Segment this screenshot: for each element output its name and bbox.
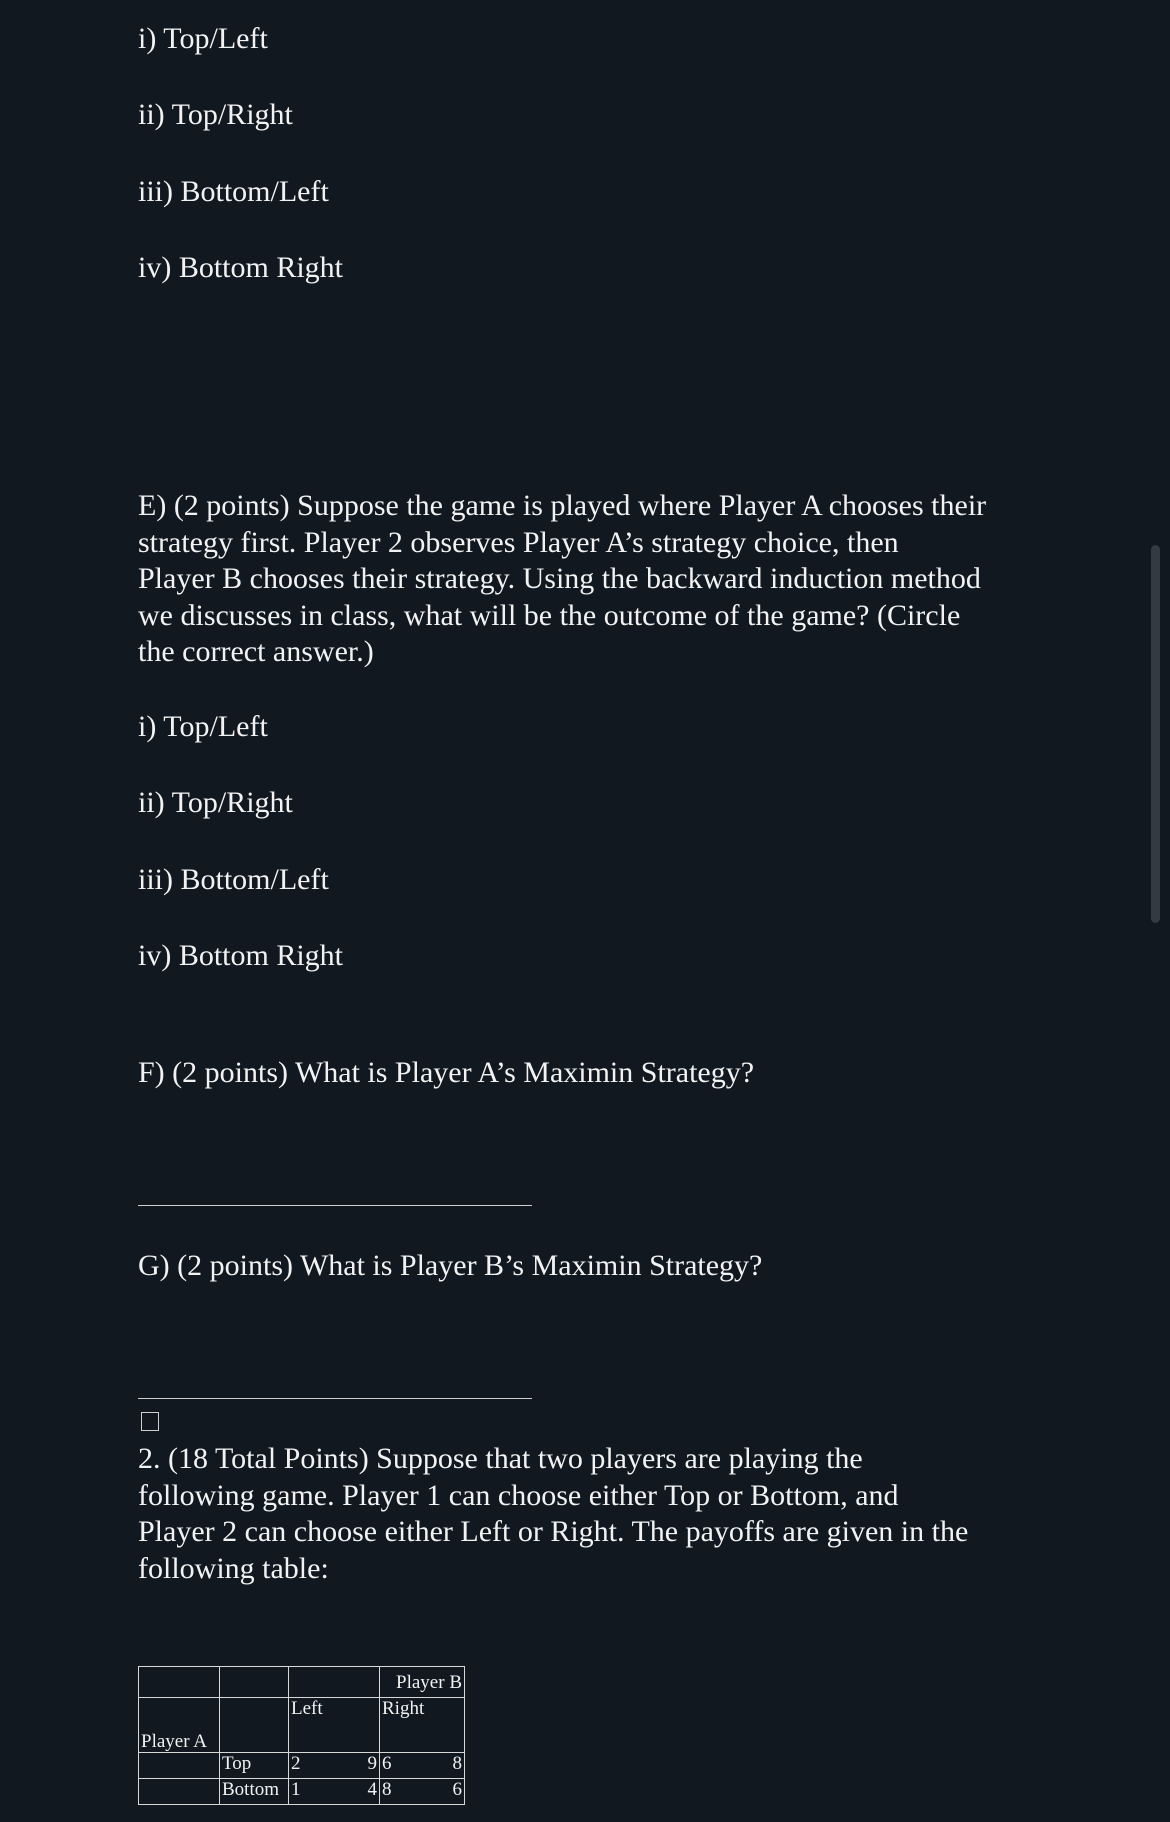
checkbox[interactable] <box>141 1412 159 1431</box>
payoff-table <box>138 1666 465 1805</box>
option-bottom-left: iii) Bottom/Left <box>138 175 329 208</box>
question-2-line: following game. Player 1 can choose either Top or Bottom, and <box>138 1478 899 1512</box>
question-e-line: Player B chooses their strategy. Using the backward induction method <box>138 562 981 595</box>
payoff-cell: 8 <box>452 1753 462 1774</box>
row-label-bottom: Bottom <box>220 1779 289 1805</box>
question-e-line: E) (2 points) Suppose the game is played where Player A chooses their <box>138 489 987 522</box>
question-e-line: we discusses in class, what will be the outcome of the game? (Circle <box>138 598 961 632</box>
question-f: F) (2 points) What is Player A’s Maximin Strategy? <box>138 1056 755 1089</box>
payoff-cell: 8 <box>382 1779 392 1800</box>
question-2-line: 2. (18 Total Points) Suppose that two players are playing the <box>138 1442 863 1475</box>
payoff-cell: 1 <box>291 1779 301 1800</box>
player-a-header: Player A <box>139 1698 220 1753</box>
left-header: Left <box>289 1698 380 1753</box>
payoff-cell: 2 <box>291 1753 301 1774</box>
question-g: G) (2 points) What is Player B’s Maximin Strategy? <box>138 1249 763 1282</box>
option-bottom-right: iv) Bottom Right <box>138 251 344 284</box>
question-2-line: following table: <box>138 1551 329 1585</box>
payoff-cell: 6 <box>382 1753 392 1774</box>
e-option-top-right: ii) Top/Right <box>138 786 293 819</box>
player-b-header: Player B <box>380 1667 465 1698</box>
option-top-right: ii) Top/Right <box>138 98 293 131</box>
payoff-cell: 9 <box>367 1753 377 1774</box>
table-row <box>139 1779 465 1805</box>
question-2 <box>138 1441 1038 1587</box>
payoff-cell: 6 <box>452 1779 462 1800</box>
question-e-line: strategy first. Player 2 observes Player A’s strategy choice, then <box>138 525 899 559</box>
question-2-line: Player 2 can choose either Left or Right. The payoffs are given in the <box>138 1515 969 1548</box>
answer-line-f <box>138 1205 532 1206</box>
question-e-line: the correct answer.) <box>138 635 374 668</box>
row-label-top: Top <box>220 1753 289 1779</box>
e-option-bottom-right: iv) Bottom Right <box>138 939 344 972</box>
answer-line-g <box>138 1398 532 1399</box>
right-header: Right <box>380 1698 465 1753</box>
table-row <box>139 1753 465 1779</box>
e-option-top-left: i) Top/Left <box>138 710 268 743</box>
payoff-cell: 4 <box>367 1779 377 1800</box>
e-option-bottom-left: iii) Bottom/Left <box>138 863 329 896</box>
question-e <box>138 488 1038 671</box>
option-top-left: i) Top/Left <box>138 22 268 55</box>
scrollbar[interactable] <box>1151 545 1160 923</box>
